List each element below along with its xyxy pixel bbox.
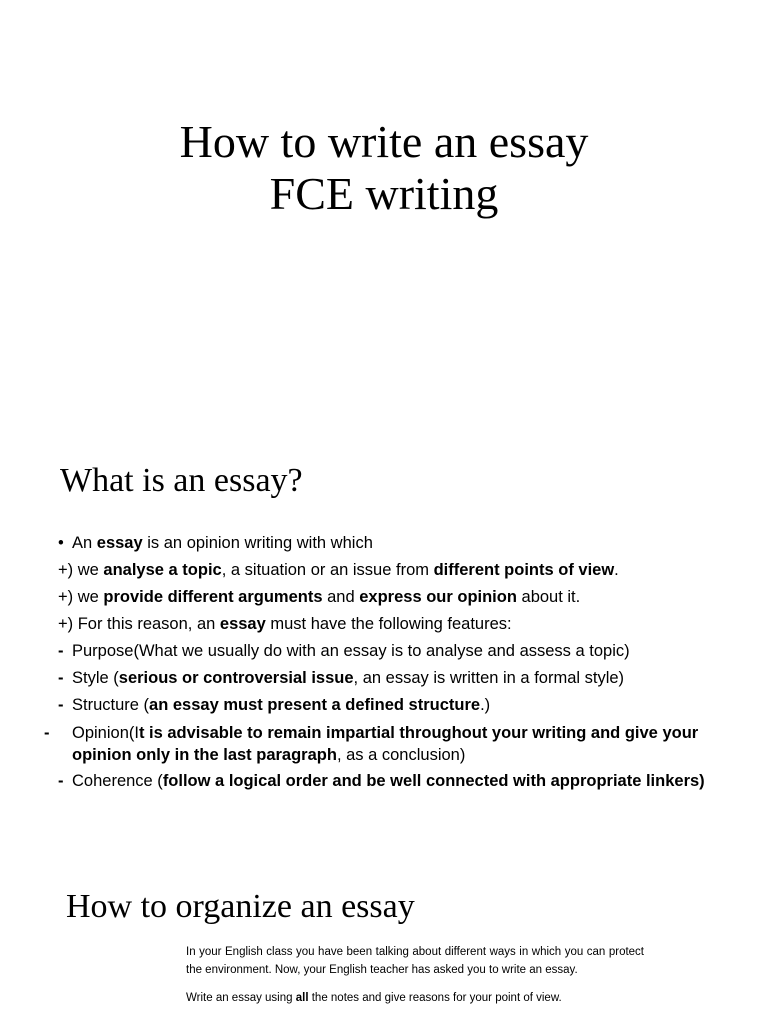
list-item-text: , a situation or an issue from [221, 561, 434, 579]
list-item [58, 768, 738, 795]
dash-marker: - [58, 669, 64, 687]
list-item-bold-text: analyse a topic [103, 561, 222, 579]
task-prompt-text: the notes and give reasons for your point of view. [308, 992, 562, 1004]
list-item-text: Purpose(What we usually do with an essay is to analyse and assess a topic) [72, 642, 630, 660]
list-item-text: , an essay is written in a formal style) [353, 669, 625, 687]
list-item-text: Style ( [72, 669, 119, 687]
list-item-bold-text: follow a logical order and be well connected with appropriate linkers) [162, 772, 705, 790]
list-item-text: about it. [516, 588, 581, 606]
task-prompt [186, 943, 644, 1017]
list-item [58, 530, 738, 557]
dash-marker: - [58, 772, 64, 790]
plus-marker: +) [58, 561, 74, 579]
list-item-bold-text: essay [96, 534, 143, 552]
dash-marker: - [44, 724, 50, 742]
list-item-text: An [72, 534, 97, 552]
slide-title [0, 116, 768, 220]
task-prompt-bold-word: all [295, 992, 309, 1004]
essay-definition-list [44, 530, 738, 795]
list-item-text: For this reason, an [73, 615, 220, 633]
list-item-text: must have the following features: [265, 615, 512, 633]
list-item [58, 692, 738, 719]
list-item-bold-text: express our opinion [359, 588, 517, 606]
plus-marker: +) [58, 615, 74, 633]
list-item-text: Structure ( [72, 696, 150, 714]
list-item-text: .) [480, 696, 491, 714]
list-item [58, 557, 738, 584]
list-item [44, 722, 738, 766]
list-item-bold-text: different points of view [433, 561, 615, 579]
task-prompt-paragraph-1: In your English class you have been talking about different ways in which you can protect the environment. Now, your English teacher has asked you to write an essay. [186, 946, 644, 976]
list-item-text: we [73, 561, 104, 579]
list-item [58, 638, 738, 665]
list-item-text: . [614, 561, 619, 579]
list-item [58, 584, 738, 611]
list-item-bold-text: serious or controversial issue [118, 669, 354, 687]
plus-marker: +) [58, 588, 74, 606]
section-heading-what-is-an-essay: What is an essay? [60, 462, 303, 499]
list-item-text: Opinion(I [72, 724, 139, 742]
bullet-marker: • [58, 534, 64, 552]
list-item-bold-text: an essay must present a defined structure [149, 696, 481, 714]
list-item-text: , as a conclusion) [336, 746, 466, 764]
list-item [58, 665, 738, 692]
section-heading-how-to-organize: How to organize an essay [66, 888, 415, 925]
slide-title-line-1: How to write an essay [179, 116, 589, 167]
list-item [58, 611, 738, 638]
list-item-text: is an opinion writing with which [142, 534, 373, 552]
dash-marker: - [58, 642, 64, 660]
task-prompt-paragraph-2 [186, 989, 644, 1007]
list-item-text: and [322, 588, 360, 606]
list-item-text: Coherence ( [72, 772, 163, 790]
dash-marker: - [58, 696, 64, 714]
list-item-bold-text: t is advisable to remain impartial throughout your writing and give your opinion only in the last paragraph [72, 724, 699, 764]
slide-title-line-2: FCE writing [269, 168, 499, 219]
list-item-text: we [73, 588, 104, 606]
list-item-bold-text: provide different arguments [103, 588, 323, 606]
task-prompt-text: Write an essay using [186, 992, 296, 1004]
list-item-bold-text: essay [219, 615, 266, 633]
